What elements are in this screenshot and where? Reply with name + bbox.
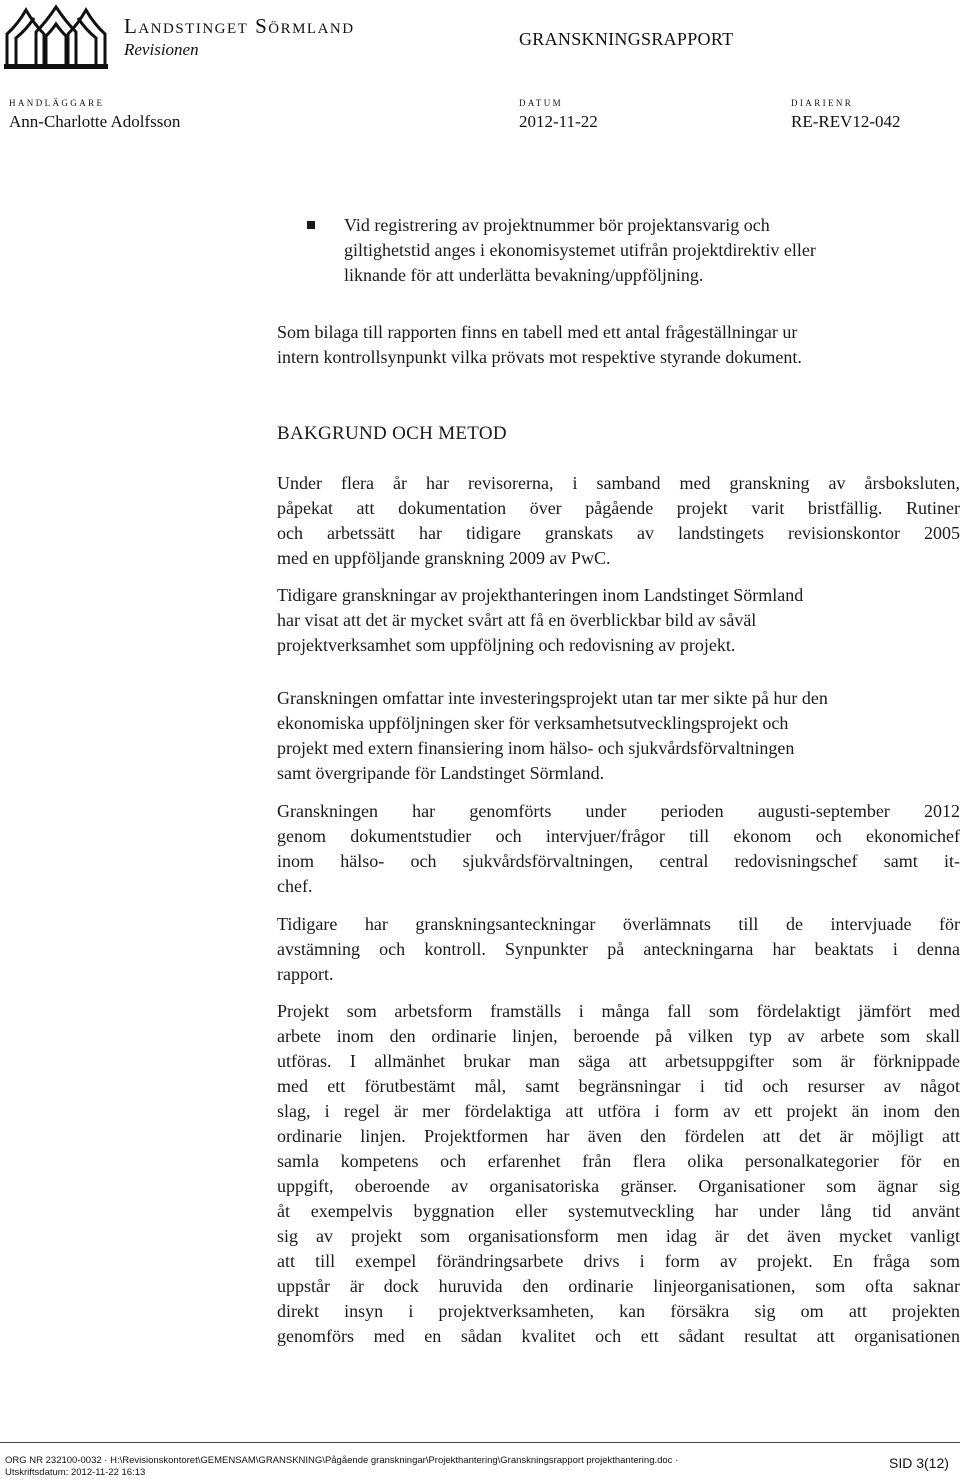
bullet-line: giltighetstid anges i ekonomisystemet utifrån projektdirektiv eller bbox=[344, 240, 816, 260]
paragraph-4 bbox=[277, 799, 960, 899]
paragraph-line: ekonomiska uppföljningen sker för verksamhetsutvecklingsprojekt och bbox=[277, 713, 789, 733]
organization-unit: Revisionen bbox=[124, 40, 199, 59]
paragraph-line: direkt insyn i projektverksamheten, kan försäkra sig om att projekten bbox=[277, 1301, 960, 1321]
paragraph-line: ordinarie linjen. Projektformen har även den fördelen att det är möjligt att bbox=[277, 1126, 960, 1146]
paragraph-1 bbox=[277, 471, 960, 571]
bullet-square-icon bbox=[307, 221, 315, 229]
paragraph-line: genom dokumentstudier och intervjuer/frågor till ekonom och ekonomichef bbox=[277, 826, 960, 846]
paragraph-line: genomförs med en sådan kvalitet och ett sådant resultat att organisationen bbox=[277, 1326, 960, 1346]
paragraph-line: samla kompetens och erfarenhet från flera olika personalkategorier för en bbox=[277, 1151, 960, 1171]
tulip-crown-logo bbox=[4, 4, 108, 70]
diarienr-label: DIARIENR bbox=[791, 98, 854, 108]
paragraph-line: intern kontrollsynpunkt vilka prövats mot respektive styrande dokument. bbox=[277, 347, 802, 367]
paragraph-line: avstämning och kontroll. Synpunkter på anteckningarna har beaktats i denna bbox=[277, 939, 960, 959]
paragraph-line: Tidigare har granskningsanteckningar överlämnats till de intervjuade för bbox=[277, 914, 960, 934]
handlaggare-value: Ann-Charlotte Adolfsson bbox=[9, 112, 181, 131]
paragraph-3 bbox=[277, 686, 960, 786]
datum-label: DATUM bbox=[519, 98, 564, 108]
paragraph-line: med ett förutbestämt mål, samt begränsningar i tid och resurser av något bbox=[277, 1076, 960, 1096]
datum-value: 2012-11-22 bbox=[519, 112, 598, 131]
bullet-recommendation bbox=[344, 213, 904, 288]
paragraph-line: rapport. bbox=[277, 964, 334, 984]
paragraph-line: Projekt som arbetsform framställs i många fall som fördelaktigt jämfört med bbox=[277, 1001, 960, 1021]
paragraph-line: och arbetssätt har tidigare granskats av landstingets revisionskontor 2005 bbox=[277, 523, 960, 543]
page-number: SID 3(12) bbox=[889, 1455, 949, 1471]
paragraph-line: uppstår är dock huruvida den ordinarie linjeorganisationen, som ofta saknar bbox=[277, 1276, 960, 1296]
paragraph-line: inom hälso- och sjukvårdsförvaltningen, central redovisningschef samt it- bbox=[277, 851, 960, 871]
paragraph-line: med en uppföljande granskning 2009 av PwC. bbox=[277, 548, 611, 568]
intro-paragraph bbox=[277, 320, 960, 370]
paragraph-line: Granskningen omfattar inte investeringsprojekt utan tar mer sikte på hur den bbox=[277, 688, 828, 708]
section-heading: BAKGRUND OCH METOD bbox=[277, 423, 507, 444]
paragraph-line: sig av projekt som organisationsform men idag är det även mycket vanligt bbox=[277, 1226, 960, 1246]
handlaggare-label: HANDLÄGGARE bbox=[9, 98, 105, 108]
paragraph-line: projekt med extern finansiering inom hälso- och sjukvårdsförvaltningen bbox=[277, 738, 795, 758]
paragraph-line: samt övergripande för Landstinget Sörmland. bbox=[277, 763, 605, 783]
paragraph-line: chef. bbox=[277, 876, 313, 896]
paragraph-line: utföras. I allmänhet brukar man säga att arbetsuppgifter som är förknippade bbox=[277, 1051, 960, 1071]
paragraph-line: uppgift, oberoende av organisatoriska gränser. Organisationer som ägnar sig bbox=[277, 1176, 960, 1196]
paragraph-line: slag, i regel är mer fördelaktiga att utföra i form av ett projekt än inom den bbox=[277, 1101, 960, 1121]
bullet-line: Vid registrering av projektnummer bör projektansvarig och bbox=[344, 215, 770, 235]
bullet-line: liknande för att underlätta bevakning/uppföljning. bbox=[344, 265, 704, 285]
paragraph-line: arbete inom den ordinarie linjen, beroende på vilken typ av arbete som skall bbox=[277, 1026, 960, 1046]
paragraph-line: Granskningen har genomförts under perioden augusti-september 2012 bbox=[277, 801, 960, 821]
paragraph-2 bbox=[277, 583, 960, 658]
paragraph-line: Under flera år har revisorerna, i samband med granskning av årsboksluten, bbox=[277, 473, 960, 493]
footer-divider bbox=[0, 1442, 960, 1443]
paragraph-line: att till exempel förändringsarbete drivs i form av projekt. En fråga som bbox=[277, 1251, 960, 1271]
paragraph-line: Som bilaga till rapporten finns en tabell med ett antal frågeställningar ur bbox=[277, 322, 798, 342]
document-type: GRANSKNINGSRAPPORT bbox=[519, 29, 734, 49]
organization-name: Landstinget Sörmland bbox=[124, 14, 355, 38]
paragraph-5 bbox=[277, 912, 960, 987]
paragraph-line: Tidigare granskningar av projekthanteringen inom Landstinget Sörmland bbox=[277, 585, 804, 605]
paragraph-line: åt exempelvis byggnation eller systemutveckling har under lång tid använt bbox=[277, 1201, 960, 1221]
diarienr-value: RE-REV12-042 bbox=[791, 112, 901, 131]
paragraph-line: har visat att det är mycket svårt att få en överblickbar bild av såväl bbox=[277, 610, 757, 630]
footer-file-path: ORG NR 232100-0032 · H:\Revisionskontoret\GEMENSAM\GRANSKNING\Pågående granskningar\Projekthantering\Granskningsrapport projekthantering.doc · bbox=[5, 1455, 679, 1466]
footer-print-date: Utskriftsdatum: 2012-11-22 16:13 bbox=[5, 1467, 146, 1478]
paragraph-6 bbox=[277, 999, 960, 1349]
paragraph-line: påpekat att dokumentation över pågående projekt varit bristfällig. Rutiner bbox=[277, 498, 960, 518]
paragraph-line: projektverksamhet som uppföljning och redovisning av projekt. bbox=[277, 635, 736, 655]
